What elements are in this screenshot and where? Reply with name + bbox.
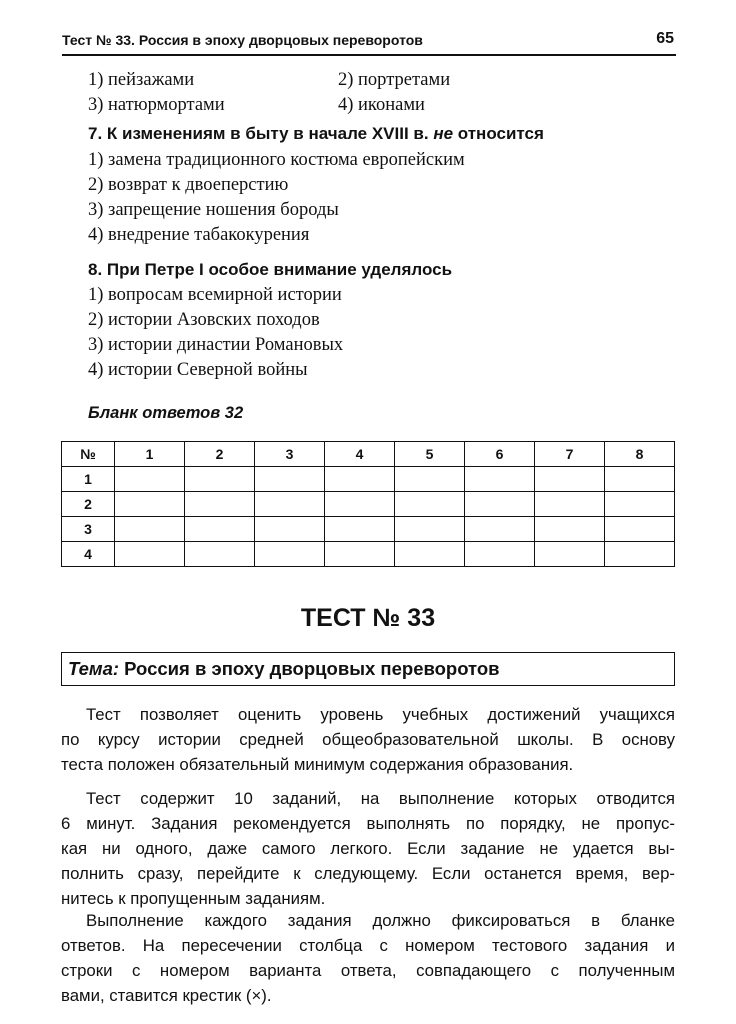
row-header: 3: [62, 517, 115, 542]
option-3: 3) натюрмортами: [88, 95, 225, 115]
answer-cell: [395, 467, 465, 492]
row-header: 1: [62, 467, 115, 492]
question-8-label: 8. При Петре I особое внимание уделялось: [88, 260, 453, 279]
answer-cell: [325, 492, 395, 517]
paragraph-line: кая ни одного, даже самого легкого. Если задание не удается вы-: [61, 839, 675, 858]
answer-cell: [605, 492, 675, 517]
answer-cell: [325, 542, 395, 567]
column-header: 7: [535, 442, 605, 467]
header-title: Тест № 33. Россия в эпоху дворцовых переворотов: [62, 32, 423, 48]
topic-line: [68, 658, 500, 680]
column-header: 6: [465, 442, 535, 467]
question-8-option: 4) истории Северной войны: [88, 360, 308, 380]
paragraph-instructions: [61, 786, 675, 911]
answer-cell: [185, 467, 255, 492]
answer-cell: [325, 517, 395, 542]
column-header: 8: [605, 442, 675, 467]
row-header: 2: [62, 492, 115, 517]
answer-cell: [465, 542, 535, 567]
answer-cell: [465, 467, 535, 492]
paragraph-recording: [61, 908, 675, 1008]
row-header: 4: [62, 542, 115, 567]
answer-cell: [115, 542, 185, 567]
question-7-label: [88, 124, 544, 144]
answer-cell: [115, 492, 185, 517]
option-1: 1) пейзажами: [88, 70, 195, 90]
paragraph-intro: [61, 702, 675, 777]
answer-cell: [255, 517, 325, 542]
column-header: 3: [255, 442, 325, 467]
answer-cell: [395, 517, 465, 542]
paragraph-line: ответов. На пересечении столбца с номером тестового задания и: [61, 936, 675, 955]
paragraph-line: по курсу истории средней общеобразовательной школы. В основу: [61, 730, 675, 749]
answer-cell: [325, 467, 395, 492]
answer-cell: [465, 517, 535, 542]
question-7-label-post: относится: [453, 124, 544, 143]
table-row: [62, 467, 675, 492]
paragraph-line: нитесь к пропущенным заданиям.: [61, 889, 326, 908]
paragraph-line: Выполнение каждого задания должно фиксироваться в бланке: [86, 911, 675, 930]
column-header: 2: [185, 442, 255, 467]
paragraph-line: вами, ставится крестик (×).: [61, 986, 272, 1005]
answer-sheet-table: [61, 441, 675, 567]
table-row: [62, 542, 675, 567]
answer-cell: [605, 542, 675, 567]
paragraph-line: полнить сразу, перейдите к следующему. Если останется время, вер-: [61, 864, 675, 883]
question-8-option: 3) истории династии Романовых: [88, 335, 344, 355]
test-title: ТЕСТ № 33: [300, 604, 436, 632]
question-7-label-pre: 7. К изменениям в быту в начале XVIII в.: [88, 124, 434, 143]
question-8-option: 1) вопросам всемирной истории: [88, 285, 342, 305]
answer-cell: [535, 492, 605, 517]
running-header: [62, 30, 676, 56]
question-7-label-emphasis: не: [433, 124, 454, 143]
topic-text: Россия в эпоху дворцовых переворотов: [119, 658, 500, 679]
answer-cell: [605, 467, 675, 492]
paragraph-line: 6 минут. Задания рекомендуется выполнять по порядку, не пропус-: [61, 814, 675, 833]
answer-cell: [255, 492, 325, 517]
answer-cell: [395, 542, 465, 567]
answer-cell: [185, 542, 255, 567]
answer-cell: [535, 542, 605, 567]
answer-cell: [185, 492, 255, 517]
option-2: 2) портретами: [338, 70, 451, 90]
answer-cell: [115, 517, 185, 542]
page-number: 65: [656, 30, 674, 47]
column-header: №: [62, 442, 115, 467]
answer-cell: [605, 517, 675, 542]
answer-cell: [255, 542, 325, 567]
question-7-option: 2) возврат к двоеперстию: [88, 175, 289, 195]
option-4: 4) иконами: [338, 95, 425, 115]
table-row: [62, 517, 675, 542]
paragraph-line: строки с номером варианта ответа, совпадающего с полученным: [61, 961, 675, 980]
answer-sheet-title: Бланк ответов 32: [88, 404, 244, 422]
topic-label: Тема:: [68, 658, 120, 679]
table-row: [62, 492, 675, 517]
column-header: 1: [115, 442, 185, 467]
answer-cell: [535, 467, 605, 492]
question-7-option: 1) замена традиционного костюма европейским: [88, 150, 465, 170]
topic-box: [61, 652, 675, 686]
question-8-option: 2) истории Азовских походов: [88, 310, 320, 330]
table-header-row: [62, 442, 675, 467]
paragraph-line: теста положен обязательный минимум содержания образования.: [61, 755, 574, 774]
question-7-option: 3) запрещение ношения бороды: [88, 200, 339, 220]
column-header: 5: [395, 442, 465, 467]
answer-cell: [395, 492, 465, 517]
question-7-option: 4) внедрение табакокурения: [88, 225, 310, 245]
answer-cell: [185, 517, 255, 542]
answer-cell: [115, 467, 185, 492]
paragraph-line: Тест содержит 10 заданий, на выполнение которых отводится: [86, 789, 675, 808]
paragraph-line: Тест позволяет оценить уровень учебных достижений учащихся: [86, 705, 675, 724]
answer-cell: [255, 467, 325, 492]
answer-cell: [535, 517, 605, 542]
answer-cell: [465, 492, 535, 517]
column-header: 4: [325, 442, 395, 467]
